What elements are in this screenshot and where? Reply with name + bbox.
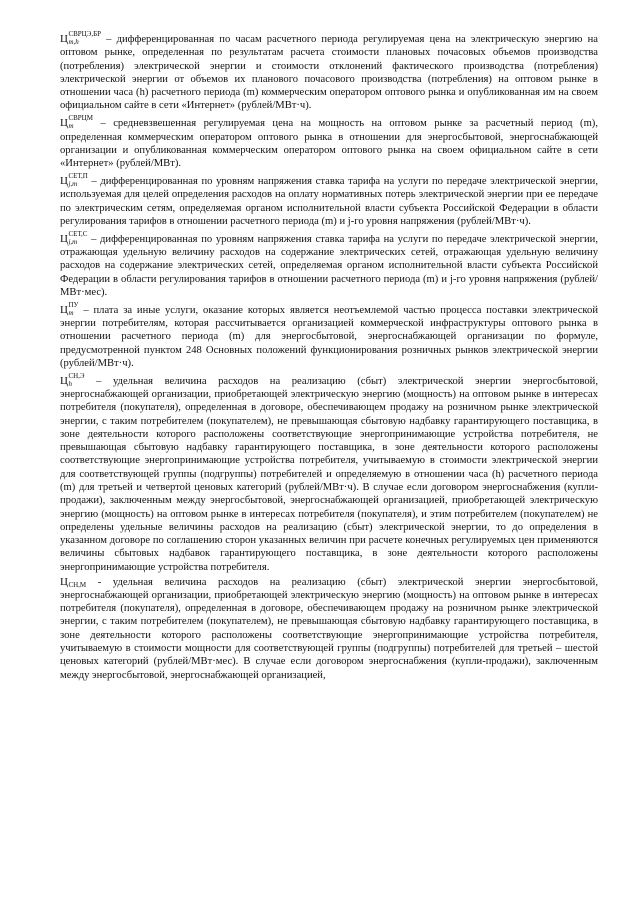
definition-text: – дифференцированная по часам расчетного периода регулируемая цена на электрическую энергию на оптовом рынке, определенная по результатам расчета стоимости плановых почасовых объемов производства (потребления) электрической энергии и стоимости отклонений фактического производства (потребления) электрической энергии от объемов их планового почасового производства (потребления) на оптовом рынке в отношении часа (h) расчетного периода (m) коммерческим оператором оптового рынка и опубликованная им на своем официальном сайте в сети «Интернет» (рублей/МВт·ч). — [60, 34, 598, 112]
definition-text: - удельная величина расходов на реализацию (сбыт) электрической энергии энергосбытовой, энергоснабжающей организации, приобретающей электрическую энергию (мощность) на оптовом рынке в интересах потребителя (покупателя), определенная в договоре, обеспечивающем продажу на розничном рынке электрической энергии, с таким потребителем (покупателем), не превышающая сбытовую надбавку гарантирующего поставщика, в зоне деятельности которого расположены соответствующие энергопринимающие устройства потребителя, учитываемую в стоимости мощности для соответствующей группы (подгруппы) потребителей для третьей – шестой ценовых категорий (рублей/МВт·мес). В случае если договором энергоснабжения (купли-продажи), заключенным между энергосбытовой, энергоснабжающей организацией, — [60, 576, 598, 681]
definition-paragraph-4 — [60, 230, 598, 299]
definition-paragraph-1 — [60, 30, 598, 113]
definition-paragraph-6 — [60, 372, 598, 574]
formula-symbol: Ц СВРЦЭ,БР m,h — [60, 30, 102, 46]
definition-paragraph-3 — [60, 172, 598, 228]
definition-text: – дифференцированная по уровням напряжения ставка тарифа на услуги по передаче электрической энергии, используемая для целей определения расходов на оплату нормативных потерь электрической энергии при ее передаче по электрическим сетям, определяемая органом исполнительной власти субъекта Российской Федерации в области регулирования тарифов в отношении расчетного периода (m) и j-го уровня напряжения (рублей/МВт·ч). — [60, 175, 598, 227]
definition-text: – средневзвешенная регулируемая цена на мощность на оптовом рынке за расчетный период (m), определенная коммерческим оператором оптового рынка в отношении для энергосбытовой, энергоснабжающей организации и опубликованная коммерческим оператором оптового рынка на своем официальном сайте в сети «Интернет» (рублей/МВт). — [60, 118, 598, 170]
definition-text: – удельная величина расходов на реализацию (сбыт) электрической энергии энергосбытовой, энергоснабжающей организации, приобретающей электрическую энергию (мощность) на оптовом рынке в интересах потребителя (покупателя), определенная в договоре, обеспечивающем продажу на розничном рынке электрической энергии, с таким потребителем (покупателем), не превышающая сбытовую надбавку гарантирующего поставщика, в зоне деятельности которого расположены соответствующие энергопринимающие устройства потребителя, не превышающая сбытовую надбавку гарантирующего поставщика, в зоне деятельности которого расположены соответствующие энергопринимающие устройства потребителя, учитываемую в стоимости электрической энергии для соответствующей группы (подгруппы) потребителей и определяемую в отношении часа (h) расчетного периода (m) для третьей и четвертой ценовых категорий (рублей/МВт·ч). В случае если договором энергоснабжения (купли-продажи), заключенным между энергосбытовой, энергоснабжающей организацией, приобретающей электрическую энергию (мощность) на оптовом рынке в интересах потребителя (покупателя), и этим потребителем (покупателем) не определены удельные величины расходов на реализацию (сбыт) электрической энергии, то до определения в указанном договоре по соглашению сторон указанных величин при расчете конечных регулируемых цен применяются величины сбытовых надбавок гарантирующего поставщика, в зоне деятельности которого расположены энергопринимающие устройства потребителя. — [60, 375, 598, 573]
formula-symbol: Ц СЕТ,П j,m — [60, 171, 88, 188]
definition-text: – плата за иные услуги, оказание которых является неотъемлемой частью процесса поставки электрической энергии потребителям, которая рассчитывается организацией коммерческой инфраструктуры оптового рынка в отношении расчетного периода (m) для энергосбытовой, энергоснабжающей организации по формуле, предусмотренной пунктом 248 Основных положений функционирования розничных рынков электрической энергии (рублей/МВт·ч). — [60, 304, 598, 369]
definition-paragraph-7 — [60, 576, 598, 682]
definition-text: – дифференцированная по уровням напряжения ставка тарифа на услуги по передаче электрической энергии, отражающая удельную величину расходов на содержание электрических сетей, отражающая удельную величину расходов на содержание электрических сетей, определяемая органом исполнительной власти субъекта Российской Федерации в области регулирования тарифов в отношении расчетного периода (m) и j-го уровня напряжения (рублей/МВт·мес). — [60, 233, 598, 298]
formula-symbol: Ц СВРЦМ m — [60, 114, 93, 131]
definition-paragraph-2 — [60, 114, 598, 170]
formula-symbol: Ц СН,М — [60, 575, 87, 589]
definition-paragraph-5 — [60, 301, 598, 370]
formula-symbol: Ц ПУ m — [60, 300, 79, 317]
formula-symbol: Ц СЕТ,С j,m — [60, 229, 88, 246]
formula-symbol: Ц СН,Э h — [60, 371, 85, 388]
